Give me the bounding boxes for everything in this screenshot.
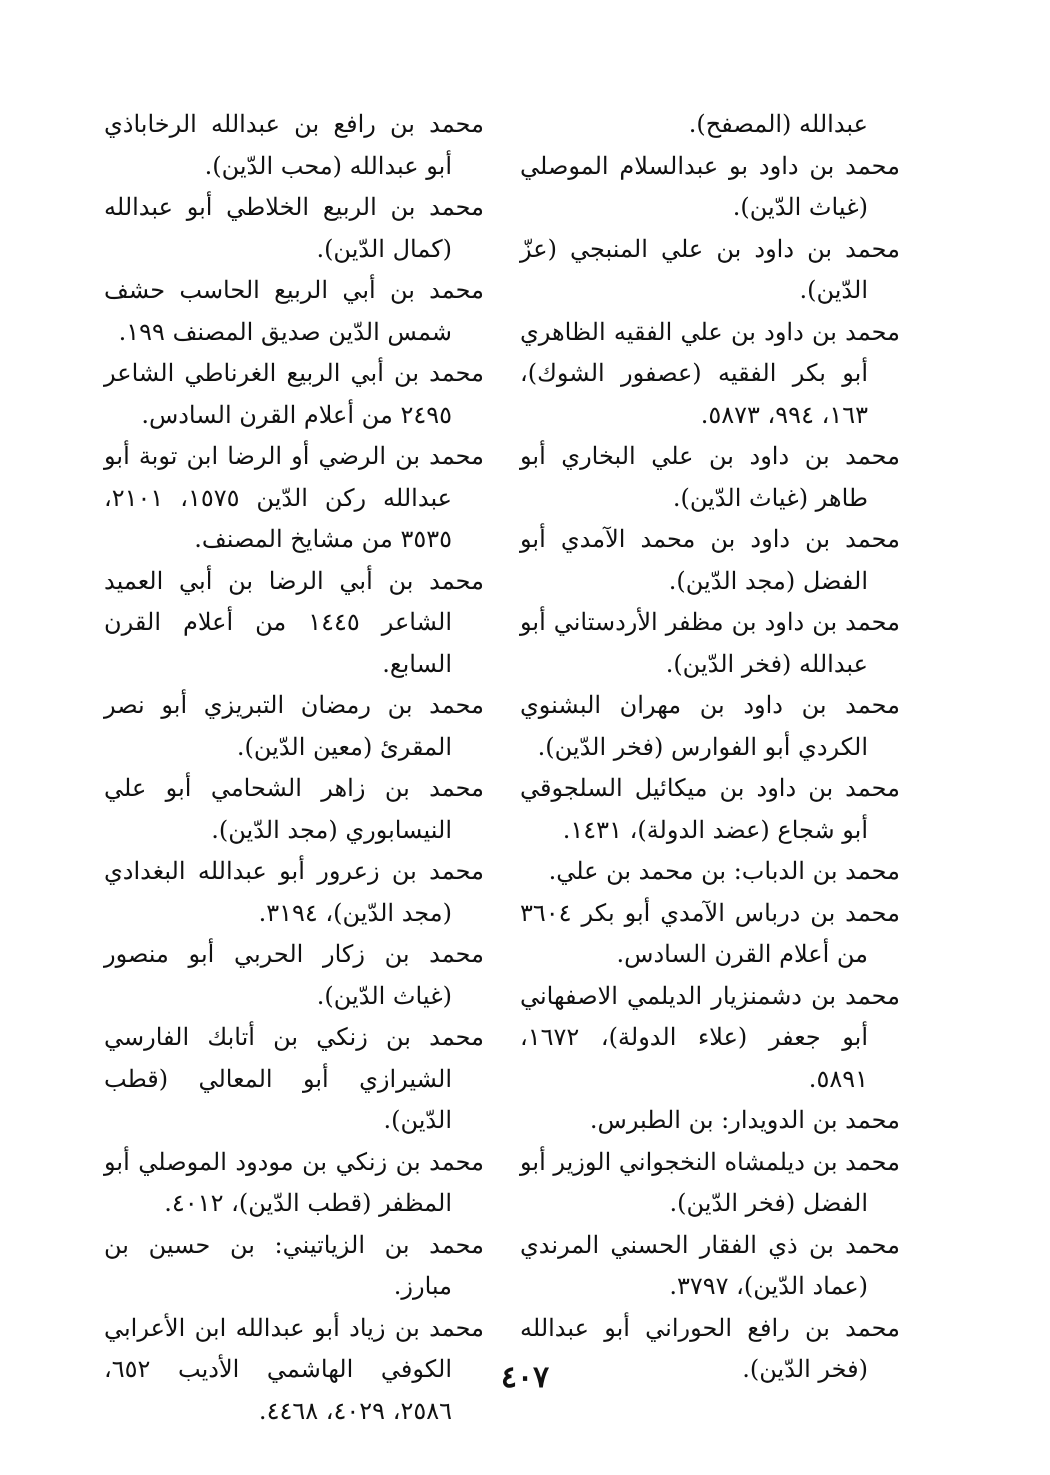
index-entry: محمد بن الدباب: بن محمد بن علي. (548, 857, 900, 885)
index-entry: محمد بن زكار الحربي أبو منصور (غياث الدّين). (104, 940, 484, 1010)
index-entry: محمد بن أبي الربيع الحاسب حشف شمس الدّين صديق المصنف ١٩٩. (104, 276, 484, 346)
index-entry: محمد بن داود بو عبدالسلام الموصلي (غياث الدّين). (520, 151, 900, 221)
index-entry: محمد بن ديلمشاه النخجواني الوزير أبو الفضل (فخر الدّين). (520, 1147, 900, 1217)
index-entry: محمد بن زاهر الشحامي أبو علي النيسابوري (مجد الدّين). (104, 774, 484, 844)
index-entry: محمد بن زنكي بن مودود الموصلي أبو المظفر (قطب الدّين)، ٤٠١٢. (104, 1147, 484, 1217)
index-entry: محمد بن رمضان التبريزي أبو نصر المقرئ (معين الدّين). (104, 691, 484, 761)
index-entry: محمد بن أبي الرضا بن أبي العميد الشاعر ١٤٤٥ من أعلام القرن السابع. (104, 566, 484, 678)
index-entry: محمد بن زياد أبو عبدالله ابن الأعرابي الكوفي الهاشمي الأديب ٦٥٢، ٢٥٨٦، ٤٠٢٩، ٤٤٦٨. (104, 1313, 484, 1425)
index-entry: محمد بن داود بن علي الفقيه الظاهري أبو بكر الفقيه (عصفور الشوك)، ١٦٣، ٩٩٤، ٥٨٧٣. (520, 317, 900, 429)
index-entry: محمد بن زنكي بن أتابك الفارسي الشيرازي أبو المعالي (قطب الدّين). (104, 1023, 484, 1134)
index-entry: محمد بن رافع بن عبدالله الرخاباذي أبو عبدالله (محب الدّين). (104, 110, 484, 180)
index-entry: محمد بن الدويدار: بن الطبرس. (589, 1106, 900, 1134)
index-entry: محمد بن داود بن ميكائيل السلجوقي أبو شجاع (عضد الدولة)، ١٤٣١. (520, 774, 900, 844)
index-entry: محمد بن داود بن مهران البشنوي الكردي أبو الفوارس (فخر الدّين). (520, 691, 900, 761)
index-entry: محمد بن الرضي أو الرضا ابن توبة أبو عبدالله ركن الدّين ١٥٧٥، ٢١٠١، ٣٥٣٥ من مشايخ المصنف. (104, 442, 484, 553)
right-column (520, 104, 900, 1391)
index-entry: محمد بن ذي الفقار الحسني المرندي (عماد الدّين)، ٣٧٩٧. (520, 1230, 900, 1300)
index-entry: محمد بن دشمنزيار الديلمي الاصفهاني أبو جعفر (علاء الدولة)، ١٦٧٢، ٥٨٩١. (520, 981, 900, 1093)
index-entry: محمد بن داود بن محمد الآمدي أبو الفضل (مجد الدّين). (520, 525, 900, 595)
index-entry: محمد بن داود بن علي البخاري أبو طاهر (غياث الدّين). (520, 442, 900, 512)
page-number: ٤٠٧ (500, 1360, 550, 1395)
index-entry: عبدالله (المصفح). (688, 110, 868, 138)
index-entry: محمد بن الزياتيني: بن حسين بن مبارز. (104, 1230, 484, 1300)
index-entry: محمد بن درباس الآمدي أبو بكر ٣٦٠٤ من أعلام القرن السادس. (520, 898, 900, 968)
index-entry: محمد بن الربيع الخلاطي أبو عبدالله (كمال الدّين). (104, 193, 484, 263)
index-entry: محمد بن داود بن مظفر الأردستاني أبو عبدالله (فخر الدّين). (520, 608, 900, 678)
index-entry: محمد بن رافع الحوراني أبو عبدالله (فخر الدّين). (520, 1313, 900, 1383)
left-column (104, 104, 484, 1432)
index-entry: محمد بن زعرور أبو عبدالله البغدادي (مجد الدّين)، ٣١٩٤. (104, 857, 484, 927)
index-entry: محمد بن داود بن علي المنبجي (عزّ الدّين). (520, 234, 900, 304)
index-entry: محمد بن أبي الربيع الغرناطي الشاعر ٢٤٩٥ من أعلام القرن السادس. (104, 359, 484, 429)
